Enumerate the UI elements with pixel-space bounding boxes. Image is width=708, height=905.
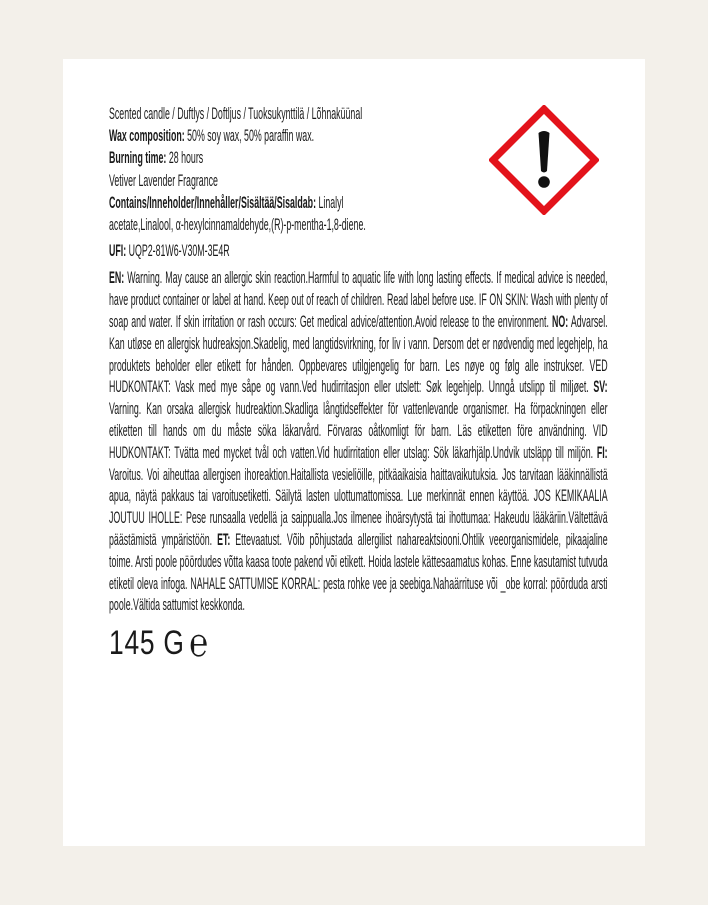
ufi-value: UQP2-81W6-V30M-3E4R [126, 242, 230, 261]
warning-code-no: NO: [552, 313, 569, 332]
contains-line-2: acetate,Linalool, α-hexylcinnamaldehyde,(R)-p-mentha-1,8-diene. [109, 216, 366, 235]
contains-value-1: Linalyl [316, 193, 344, 212]
wax-label: Wax composition: [109, 127, 185, 146]
fragrance-name: Vetiver Lavender Fragrance [109, 171, 218, 190]
warning-text-en: Warning. May cause an allergic skin reaction.Harmful to aquatic life with long lasting effects. If medical advice is needed, have product container or label at hand. Keep out of reach of children. Read label before use. IF ON SKIN: Wash with plenty of soap and water. If skin irritation or rash occurs: Get medical advice/attention.Avoid release to the environment. [109, 269, 608, 332]
warning-code-sv: SV: [593, 378, 608, 397]
estimated-sign-icon: ℮ [189, 621, 209, 666]
warning-text-et: Ettevaatust. Võib põhjustada allergilist nahareaktsiooni.Ohtlik veeorganismidele, pikaajaline toime. Arsti poole pöördudes võtta kaasa toote pakend või etikett. Hoida lastele kättesaamatus kohas. Enne kasutamist tutvuda etiketil oleva infoga. NAHALE SATTUMISE KORRAL: pesta rohke vee ja seebiga.Nahaärrituse või _obe korral: pöörduda arsti poole.Vältida sattumist keskkonda. [109, 530, 608, 615]
ufi-label: UFI: [109, 242, 127, 261]
warning-code-fi: FI: [596, 443, 608, 462]
burning-time [109, 147, 484, 169]
wax-value: 50% soy wax, 50% paraffin wax. [184, 127, 315, 146]
warning-code-et: ET: [217, 530, 231, 549]
warnings-paragraph [109, 268, 608, 617]
ghs-exclamation-hazard-icon [489, 105, 599, 215]
warning-text-sv: Varning. Kan orsaka allergisk hudreaktion.Skadliga långtidseffekter för vattenlevande organismer. Ha förpackningen eller etiketten till hands om du måste söka läkarvård. Förvaras oåtkomligt för barn. Läs etiketten före användning. VID HUDKONTAKT: Tvätta med mycket tvål och vatten.Vid hudirritation eller utslag: Sök läkarhjälp.Undvik utsläpp till miljön. [109, 400, 608, 462]
wax-composition [109, 125, 484, 147]
net-weight [109, 621, 209, 666]
warning-text-no: Advarsel. Kan utløse en allergisk hudreaksjon.Skadelig, med langtidsvirkning, for liv i vann. Dersom det er nødvendig med legehjelp, ha produktets beholder eller etikett for hånden. Oppbevares utilgjengelig for barn. Les nøye og følg alle instrukser. VED HUDKONTAKT: Vask med mye såpe og vann.Ved hudirritasjon eller utslett: Søk legehjelp. Unngå utslipp til miljøet. [109, 313, 608, 397]
burning-label: Burning time: [109, 149, 167, 168]
contains [109, 192, 484, 214]
burning-value: 28 hours [166, 149, 204, 168]
warning-code-en: EN: [109, 269, 125, 288]
ufi-code [109, 240, 484, 262]
contains-label: Contains/Inneholder/Innehåller/Sisältää/Sisaldab: [109, 193, 317, 212]
net-weight-value: 145 G [109, 624, 185, 663]
warning-text-fi: Varoitus. Voi aiheuttaa allergisen ihoreaktion.Haitallista vesieliöille, pitkäaikaisia haittavaikutuksia. Jos tarvitaan lääkinnällistä apua, näytä pakkaus tai varoitusetiketti. Säilytä lasten ulottumattomissa. Lue merkinnät ennen käyttöä. JOS KEMIKAALIA JOUTUU IHOLLE: Pese runsaalla vedellä ja saippualla.Jos ilmenee ihoärsytystä tai ihottumaa: Hakeudu lääkäriin.Vältettävä päästämistä ympäristöön. [109, 465, 608, 549]
product-line: Scented candle / Duftlys / Doftljus / Tuoksukynttilä / Lõhnaküünal [109, 105, 363, 123]
net-weight-row [109, 617, 601, 666]
